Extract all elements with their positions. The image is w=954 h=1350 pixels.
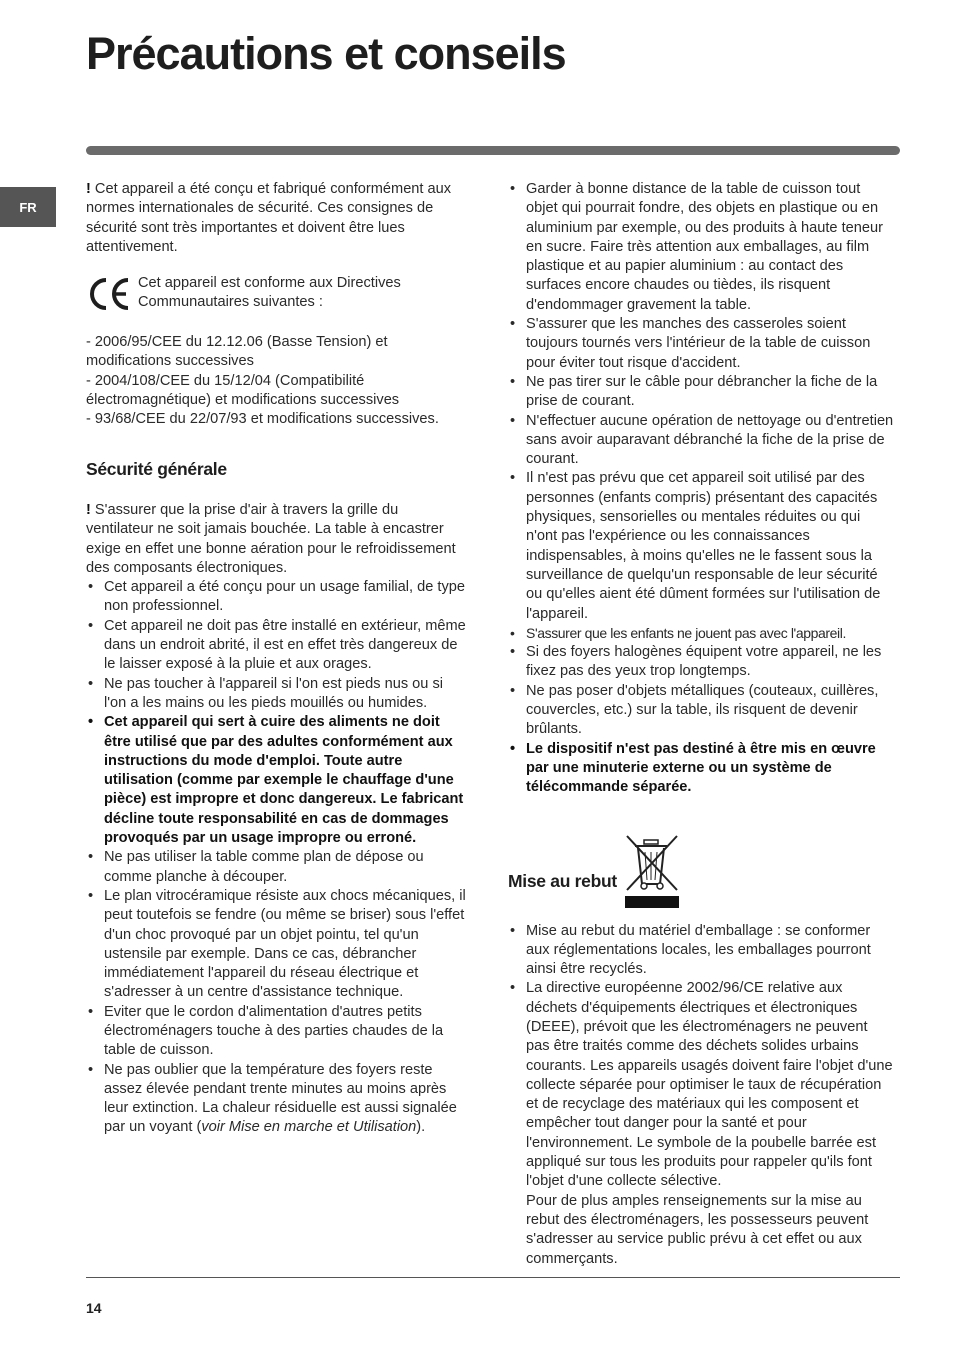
list-item: • Cet appareil qui sert à cuire des aliments ne doit être utilisé que par des adultes conformément aux instructions du mode d'emploi. Toute autre utilisation (comme par exemple le chauffage d'une pièce) est impropre et donc dangereux. Le fabricant décline toute responsabilité en cas de dommages provoqués par un usage impropre ou erroné. [86,713,466,848]
list-item: • Ne pas utiliser la table comme plan de dépose ou comme planche à découper. [86,848,466,887]
list-item: • Cet appareil ne doit pas être installé en extérieur, même dans un endroit abrité, il est en effet très dangereux de le laisser exposé à la pluie et aux orages. [86,617,466,675]
list-item: • Garder à bonne distance de la table de cuisson tout objet qui pourrait fondre, des objets en plastique ou en aluminium par exemple, ou des produits à haute teneur en sucre. Faire très attention aux emballages, au film plastique et au papier aluminium : au contact des surfaces encore chaudes ou tièdes, ils risquent d'endommager gravement la table. [508,180,894,315]
list-item: • N'effectuer aucune opération de nettoyage ou d'entretien sans avoir auparavant débranché la fiche de la prise de courant. [508,412,894,470]
intro-text: Cet appareil a été conçu et fabriqué conformément aux normes internationales de sécurité. Ces consignes de sécurité sont très importantes et doivent être lues attentivement. [86,181,452,255]
list-item: • Ne pas poser d'objets métalliques (couteaux, cuillères, couvercles, etc.) sur la table, ils risquent de devenir brûlants. [508,682,894,740]
cross-reference: voir Mise en marche et Utilisation [201,1119,417,1136]
safety-list-continued [508,180,894,798]
footer-divider [86,1277,900,1278]
left-column [86,180,466,1138]
warning-mark: ! [86,181,91,197]
list-item: • Ne pas toucher à l'appareil si l'on est pieds nus ou si l'on a les mains ou les pieds mouillés ou humides. [86,675,466,714]
list-item: • Ne pas tirer sur le câble pour débrancher la fiche de la prise de courant. [508,373,894,412]
safety-intro-text: S'assurer que la prise d'air à travers la grille du ventilateur ne soit jamais bouchée. La table à encastrer exige en effet une bonne aération pour le refroidissement des composants électroniques. [86,501,456,576]
list-item: • Cet appareil a été conçu pour un usage familial, de type non professionnel. [86,578,466,617]
directive-line: - 2004/108/CEE du 15/12/04 (Compatibilité électromagnétique) et modifications successives [86,372,400,409]
list-item: • Mise au rebut du matériel d'emballage : se conformer aux réglementations locales, les emballages pourront ainsi être recyclés. [508,922,894,980]
list-item: • S'assurer que les manches des casseroles soient toujours tournés vers l'intérieur de la table de cuisson pour éviter tout risque d'accident. [508,315,894,373]
warning-mark: ! [86,501,91,518]
safety-list [86,578,466,1138]
directive-line: - 2006/95/CEE du 12.12.06 (Basse Tension) et modifications successives [86,334,388,370]
directive-line: - 93/68/CEE du 22/07/93 et modifications successives. [86,411,439,428]
ce-conformity [86,274,466,314]
list-item-text: • La directive européenne 2002/96/CE relative aux déchets d'équipements électriques et électroniques (DEEE), prévoit que les électroménagers ne peuvent pas être traités comme des déchets solides urbains courants. Les appareils usagés doivent faire l'objet d'une collecte séparée pour optimiser le taux de récupération et de recyclage des matériaux qui les composent et empêcher tout danger pour la santé et pour l'environnement. Le symbole de la poubelle barrée est appliqué sur tous les produits pour rappeler qu'ils font l'objet d'une collecte sélective. [526,980,893,1190]
list-item: • S'assurer que les enfants ne jouent pas avec l'appareil. [508,624,894,643]
safety-intro-paragraph [86,501,466,578]
list-item-extra: Pour de plus amples renseignements sur la mise au rebut des électroménagers, les possesseurs peuvent s'adresser au service public prévu à cet effet ou aux commerçants. [526,1192,869,1267]
language-tab: FR [0,187,56,227]
list-item: • Le plan vitrocéramique résiste aux chocs mécaniques, il peut toutefois se fendre (ou même se briser) sous l'effet d'un choc provoqué par un objet pointu, tel qu'un ustensile par exemple. Dans ce cas, débrancher immédiatement l'appareil du réseau électrique et s'adresser à un centre d'assistance technique. [86,887,466,1003]
list-item: • Le dispositif n'est pas destiné à être mis en œuvre par une minuterie externe ou un système de télécommande séparée. [508,740,894,798]
section-heading-general-safety: Sécurité générale [86,458,227,479]
disposal-heading-row [508,834,894,910]
list-item-text-end: ). [416,1119,426,1136]
page-title: Précautions et conseils [86,28,566,79]
ce-mark-icon [86,274,134,314]
ce-text: Cet appareil est conforme aux Directives Communautaires suivantes : [138,275,401,311]
disposal-list [508,922,894,1269]
page-number: 14 [86,1300,102,1316]
crossed-bin-icon [623,834,681,910]
list-item: • Eviter que le cordon d'alimentation d'autres petits électroménagers touche à des parties chaudes de la table de cuisson. [86,1003,466,1061]
list-item: • Il n'est pas prévu que cet appareil soit utilisé par des personnes (enfants compris) présentant des capacités physiques, sensorielles ou mentales réduites ou qui n'ont pas l'expérience ou les connaissances indispensables, à moins qu'elles ne le fassent sous la surveillance de quelqu'un responsable de leur sécurité ou qu'elles aient été dûment formées sur l'utilisation de l'appareil. [508,469,894,623]
list-item [508,979,894,1268]
intro-paragraph [86,180,466,257]
title-divider [86,146,900,155]
directives-list [86,333,466,429]
list-item [86,1061,466,1138]
right-column [508,180,894,1269]
list-item: • Si des foyers halogènes équipent votre appareil, ne les fixez pas des yeux trop longtemps. [508,643,894,682]
list-item-text: Ne pas oublier que la température des foyers reste assez élevée pendant trente minutes au moins après leur extinction. La chaleur résiduelle est aussi signalée par un voyant ( [104,1061,457,1136]
section-heading-disposal: Mise au rebut [508,871,617,892]
